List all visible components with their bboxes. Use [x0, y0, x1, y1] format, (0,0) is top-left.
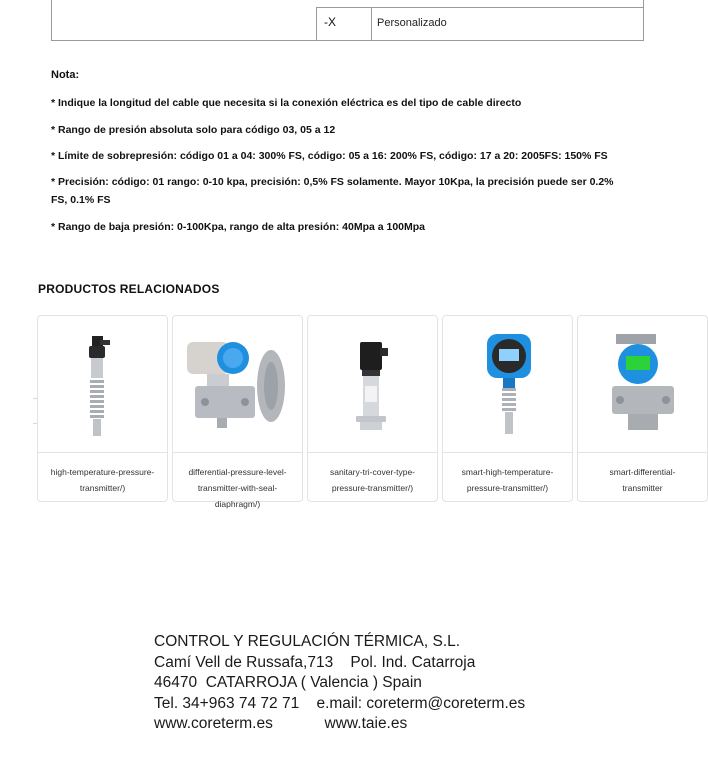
- card-divider: [38, 452, 167, 453]
- card-divider: [443, 452, 572, 453]
- contact-line: Tel. 34+963 74 72 71 e.mail: coreterm@coreterm.es: [154, 694, 526, 712]
- city-line: 46470 CATARROJA ( Valencia ) Spain: [154, 674, 422, 691]
- product-card[interactable]: [442, 315, 573, 502]
- product-card[interactable]: [172, 315, 303, 509]
- note-item: FS, 0.1% FS: [51, 194, 111, 206]
- smart-transmitter-image: [447, 322, 568, 444]
- table-divider: [316, 7, 317, 40]
- note-item: * Indique la longitud del cable que necesita si la conexión eléctrica es del tipo de cable directo: [51, 97, 522, 109]
- product-card[interactable]: [37, 315, 168, 502]
- product-card[interactable]: [307, 315, 438, 502]
- product-caption[interactable]: [578, 464, 707, 496]
- notes-section: [51, 68, 651, 233]
- note-item: * Rango de baja presión: 0-100Kpa, rango de alta presión: 40Mpa a 100Mpa: [51, 221, 426, 233]
- caption-line: transmitter: [622, 483, 663, 493]
- card-divider: [578, 452, 707, 453]
- related-products-carousel[interactable]: [37, 315, 676, 515]
- caption-line: diaphragm/): [214, 499, 261, 509]
- caption-line: differential-pressure-level-: [188, 467, 287, 477]
- differential-pressure-transmitter-image: [177, 322, 298, 444]
- caption-line: transmitter/): [79, 483, 126, 493]
- card-divider: [173, 452, 302, 453]
- product-caption[interactable]: [173, 464, 302, 512]
- company-name: CONTROL Y REGULACIÓN TÉRMICA, S.L.: [154, 633, 461, 650]
- product-card[interactable]: [577, 315, 708, 502]
- address-line: Camí Vell de Russafa,713 Pol. Ind. Catarroja: [154, 653, 476, 671]
- code-table: [51, 0, 644, 41]
- notes-title: Nota:: [51, 69, 80, 81]
- note-item: * Rango de presión absoluta solo para código 03, 05 a 12: [51, 124, 336, 136]
- caption-line: smart-differential-: [609, 467, 676, 477]
- caption-line: pressure-transmitter/): [331, 483, 414, 493]
- caption-line: smart-high-temperature-: [461, 467, 554, 477]
- pressure-transmitter-image: [42, 322, 163, 444]
- product-caption[interactable]: [38, 464, 167, 496]
- related-products-title: PRODUCTOS RELACIONADOS: [38, 282, 220, 296]
- note-item: * Límite de sobrepresión: código 01 a 04: 300% FS, código: 05 a 16: 200% FS, código: 17 a 20: 2005FS: 150% FS: [51, 150, 608, 162]
- table-divider: [371, 7, 372, 40]
- product-caption[interactable]: [443, 464, 572, 496]
- caption-line: sanitary-tri-cover-type-: [329, 467, 416, 477]
- caption-line: pressure-transmitter/): [466, 483, 549, 493]
- note-item: * Precisión: código: 01 rango: 0-10 kpa, precisión: 0,5% FS solamente. Mayor 10Kpa, la precisión puede ser 0.2%: [51, 176, 614, 188]
- table-line: [316, 7, 643, 8]
- smart-differential-transmitter-image: [582, 322, 703, 444]
- caption-line: transmitter-with-seal-: [197, 483, 278, 493]
- description-cell: Personalizado: [377, 17, 447, 29]
- websites-line: www.coreterm.es www.taie.es: [154, 715, 408, 732]
- caption-line: high-temperature-pressure-: [50, 467, 155, 477]
- code-cell: -X: [324, 15, 336, 29]
- card-divider: [308, 452, 437, 453]
- product-caption[interactable]: [308, 464, 437, 496]
- company-footer: [154, 632, 525, 735]
- sanitary-transmitter-image: [312, 322, 433, 444]
